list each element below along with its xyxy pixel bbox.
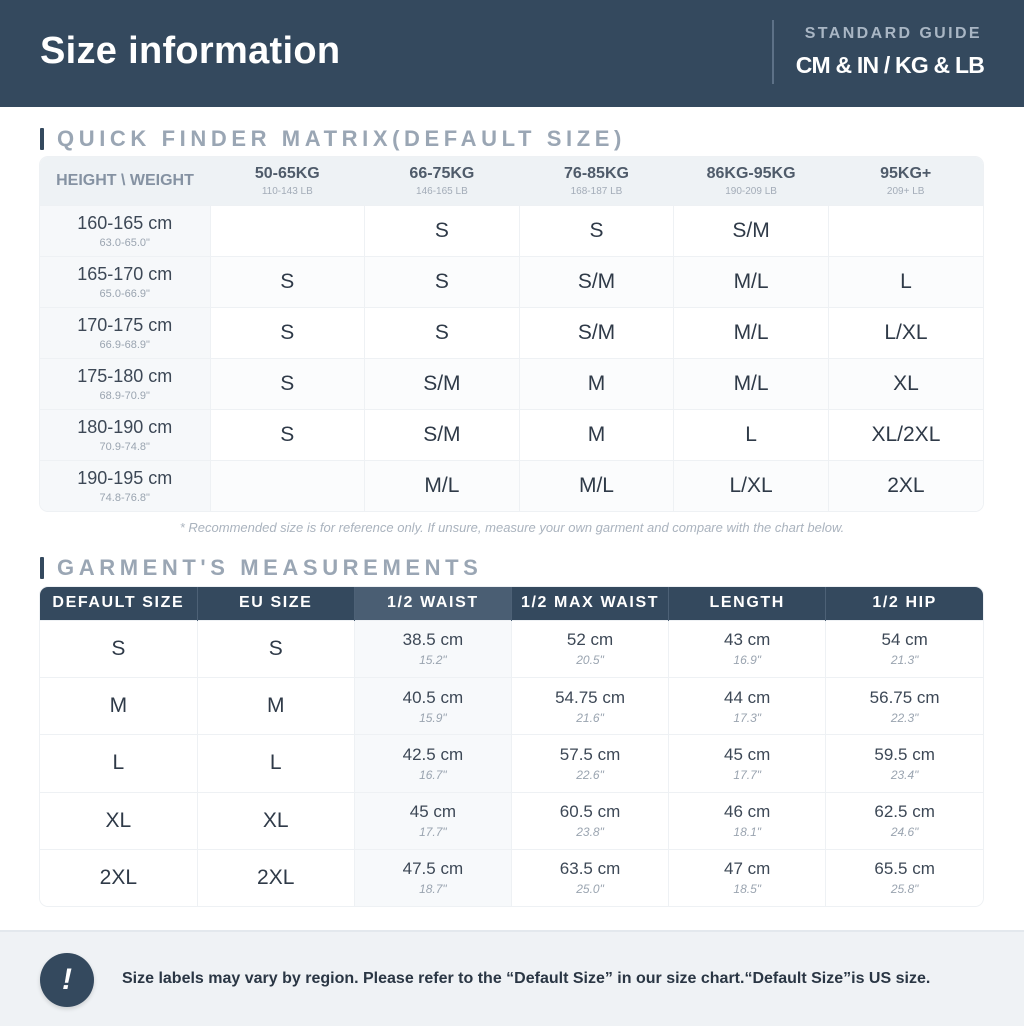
height-cm: 160-165 cm [77, 212, 173, 233]
weight-kg: 66-75KG [409, 164, 475, 182]
size-cell [210, 461, 365, 511]
value-cm: 44 cm [724, 687, 771, 707]
table-row [40, 677, 983, 734]
size-cell: S [210, 358, 365, 409]
reference-note: * Recommended size is for reference only. If unsure, measure your own garment and compare with the chart below. [179, 520, 845, 535]
measurements-section-title [40, 555, 482, 581]
header-divider [772, 20, 774, 84]
matrix-row [40, 461, 983, 511]
value-cm: 54.75 cm [555, 687, 626, 707]
value-in: 15.2" [419, 653, 447, 668]
matrix-row [40, 307, 983, 358]
value-in: 18.7" [419, 882, 447, 897]
measure-cell [669, 620, 826, 677]
quick-finder-matrix [40, 157, 983, 511]
column-header: EU SIZE [197, 587, 354, 620]
measure-cell [511, 849, 668, 906]
table-row [40, 620, 983, 677]
weight-lb: 209+ LB [886, 185, 925, 197]
value-cm: 52 cm [566, 630, 614, 650]
table-row [40, 849, 983, 906]
table-row [40, 792, 983, 849]
size-cell: S [365, 307, 520, 358]
size-cell: L [828, 256, 983, 307]
size-cell: 2XL [828, 461, 983, 511]
measure-cell [354, 677, 511, 734]
weight-kg: 76-85KG [564, 164, 629, 182]
eu-size-cell: S [197, 620, 354, 677]
value-cm: 54 cm [881, 630, 928, 650]
measure-cell [826, 792, 983, 849]
value-cm: 47.5 cm [402, 859, 464, 879]
size-cell: XL [828, 358, 983, 409]
height-in: 63.0-65.0" [99, 236, 150, 249]
weight-lb: 110-143 LB [261, 185, 313, 197]
size-cell: S/M [365, 358, 520, 409]
value-in: 25.8" [890, 882, 919, 897]
height-cm: 190-195 cm [77, 468, 173, 489]
measure-cell [669, 792, 826, 849]
size-cell: S [210, 409, 365, 460]
size-cell: M [519, 358, 674, 409]
column-header: LENGTH [669, 587, 826, 620]
measure-cell [826, 735, 983, 792]
eu-size-cell: XL [197, 792, 354, 849]
column-header: 1/2 HIP [826, 587, 983, 620]
matrix-row [40, 256, 983, 307]
matrix-section-title-text: QUICK FINDER MATRIX(DEFAULT SIZE) [57, 126, 626, 151]
matrix-corner-label: HEIGHT \ WEIGHT [40, 157, 210, 205]
size-cell: S/M [365, 409, 520, 460]
column-header: 1/2 WAIST [354, 587, 511, 620]
value-cm: 65.5 cm [874, 859, 935, 879]
value-cm: 46 cm [724, 802, 771, 822]
size-cell: M/L [674, 358, 829, 409]
footer-message: Size labels may vary by region. Please refer to the “Default Size” in our size chart.“Default Size”is US size. [122, 970, 931, 987]
measure-cell [511, 792, 668, 849]
weight-header [828, 157, 983, 205]
weight-lb: 190-209 LB [725, 185, 777, 197]
matrix-row [40, 409, 983, 460]
value-cm: 42.5 cm [402, 744, 464, 764]
height-label [40, 256, 210, 307]
table-row [40, 735, 983, 792]
measurements-header-row [40, 587, 983, 620]
value-in: 21.6" [576, 710, 604, 725]
size-cell [210, 205, 365, 256]
page-title: Size information [40, 30, 341, 72]
measure-cell [511, 677, 668, 734]
measure-cell [669, 849, 826, 906]
value-in: 24.6" [890, 825, 919, 840]
value-in: 22.6" [576, 767, 604, 782]
measurements-section-title-text: GARMENT'S MEASUREMENTS [57, 555, 483, 580]
size-cell: M/L [674, 256, 829, 307]
exclamation-icon: ! [40, 953, 94, 1007]
height-cm: 165-170 cm [77, 263, 173, 284]
matrix-table [40, 157, 983, 511]
eu-size-cell: 2XL [197, 849, 354, 906]
value-in: 17.7" [733, 767, 762, 782]
measure-cell [669, 677, 826, 734]
size-cell: S/M [519, 307, 674, 358]
size-cell [828, 205, 983, 256]
weight-header [674, 157, 829, 205]
value-cm: 57.5 cm [559, 744, 621, 764]
height-label [40, 358, 210, 409]
value-in: 17.7" [419, 825, 447, 840]
weight-header [365, 157, 520, 205]
default-size-cell: 2XL [40, 849, 197, 906]
value-cm: 45 cm [724, 744, 771, 764]
height-in: 70.9-74.8" [99, 440, 150, 453]
default-size-cell: L [40, 735, 197, 792]
measure-cell [826, 677, 983, 734]
value-in: 16.9" [733, 653, 762, 668]
height-in: 65.0-66.9" [99, 287, 150, 300]
eu-size-cell: M [197, 677, 354, 734]
weight-header [519, 157, 674, 205]
header [0, 0, 1024, 107]
value-cm: 62.5 cm [874, 802, 935, 822]
size-cell: S/M [519, 256, 674, 307]
value-cm: 43 cm [724, 630, 771, 650]
height-cm: 180-190 cm [77, 416, 173, 437]
default-size-cell: M [40, 677, 197, 734]
size-cell: S [365, 205, 520, 256]
matrix-header-row [40, 157, 983, 205]
size-cell: L/XL [828, 307, 983, 358]
measure-cell [511, 620, 668, 677]
value-cm: 38.5 cm [402, 630, 464, 650]
size-cell: M/L [519, 461, 674, 511]
size-cell: M/L [674, 307, 829, 358]
value-cm: 63.5 cm [559, 859, 621, 879]
measure-cell [511, 735, 668, 792]
height-cm: 170-175 cm [77, 314, 173, 335]
height-in: 68.9-70.9" [99, 389, 150, 402]
height-label [40, 409, 210, 460]
weight-header [210, 157, 365, 205]
height-label [40, 461, 210, 511]
section-accent-bar [40, 128, 44, 150]
measure-cell [826, 620, 983, 677]
measure-cell [354, 792, 511, 849]
value-cm: 59.5 cm [874, 744, 935, 764]
value-cm: 56.75 cm [869, 687, 940, 707]
eu-size-cell: L [197, 735, 354, 792]
value-in: 23.4" [890, 767, 919, 782]
value-cm: 47 cm [724, 859, 771, 879]
value-in: 23.8" [576, 825, 604, 840]
measure-cell [354, 620, 511, 677]
height-in: 74.8-76.8" [99, 492, 150, 505]
size-cell: M [519, 409, 674, 460]
value-cm: 45 cm [409, 802, 457, 822]
size-cell: M/L [365, 461, 520, 511]
weight-kg: 95KG+ [880, 164, 932, 182]
measure-cell [669, 735, 826, 792]
size-cell: XL/2XL [828, 409, 983, 460]
weight-kg: 50-65KG [254, 164, 320, 182]
default-size-cell: S [40, 620, 197, 677]
column-header: DEFAULT SIZE [40, 587, 197, 620]
matrix-row [40, 358, 983, 409]
weight-kg: 86KG-95KG [706, 164, 796, 182]
matrix-section-title [40, 126, 626, 152]
value-in: 21.3" [890, 653, 919, 668]
footer-notice [0, 930, 1024, 1026]
value-in: 18.5" [733, 882, 762, 897]
height-label [40, 205, 210, 256]
height-label [40, 307, 210, 358]
guide-label: STANDARD GUIDE [804, 25, 982, 42]
column-header: 1/2 MAX WAIST [511, 587, 668, 620]
size-cell: L [674, 409, 829, 460]
size-cell: S [365, 256, 520, 307]
matrix-row [40, 205, 983, 256]
value-in: 16.7" [419, 767, 447, 782]
measure-cell [354, 849, 511, 906]
size-cell: S/M [674, 205, 829, 256]
weight-lb: 168-187 LB [570, 185, 623, 197]
size-cell: S [210, 307, 365, 358]
value-in: 25.0" [576, 882, 604, 897]
value-in: 22.3" [890, 710, 919, 725]
size-cell: L/XL [674, 461, 829, 511]
height-cm: 175-180 cm [77, 365, 173, 386]
size-cell: S [210, 256, 365, 307]
value-in: 17.3" [733, 710, 762, 725]
value-cm: 60.5 cm [559, 802, 621, 822]
weight-lb: 146-165 LB [416, 185, 468, 197]
measurements-table [40, 587, 983, 906]
default-size-cell: XL [40, 792, 197, 849]
measure-cell [354, 735, 511, 792]
measure-cell [826, 849, 983, 906]
height-in: 66.9-68.9" [99, 338, 150, 351]
section-accent-bar [40, 557, 44, 579]
units-label: CM & IN / KG & LB [795, 52, 984, 78]
value-in: 18.1" [733, 825, 762, 840]
value-in: 20.5" [576, 653, 604, 668]
measurements-table-wrap [40, 587, 983, 906]
value-cm: 40.5 cm [402, 687, 464, 707]
value-in: 15.9" [419, 710, 447, 725]
size-cell: S [519, 205, 674, 256]
